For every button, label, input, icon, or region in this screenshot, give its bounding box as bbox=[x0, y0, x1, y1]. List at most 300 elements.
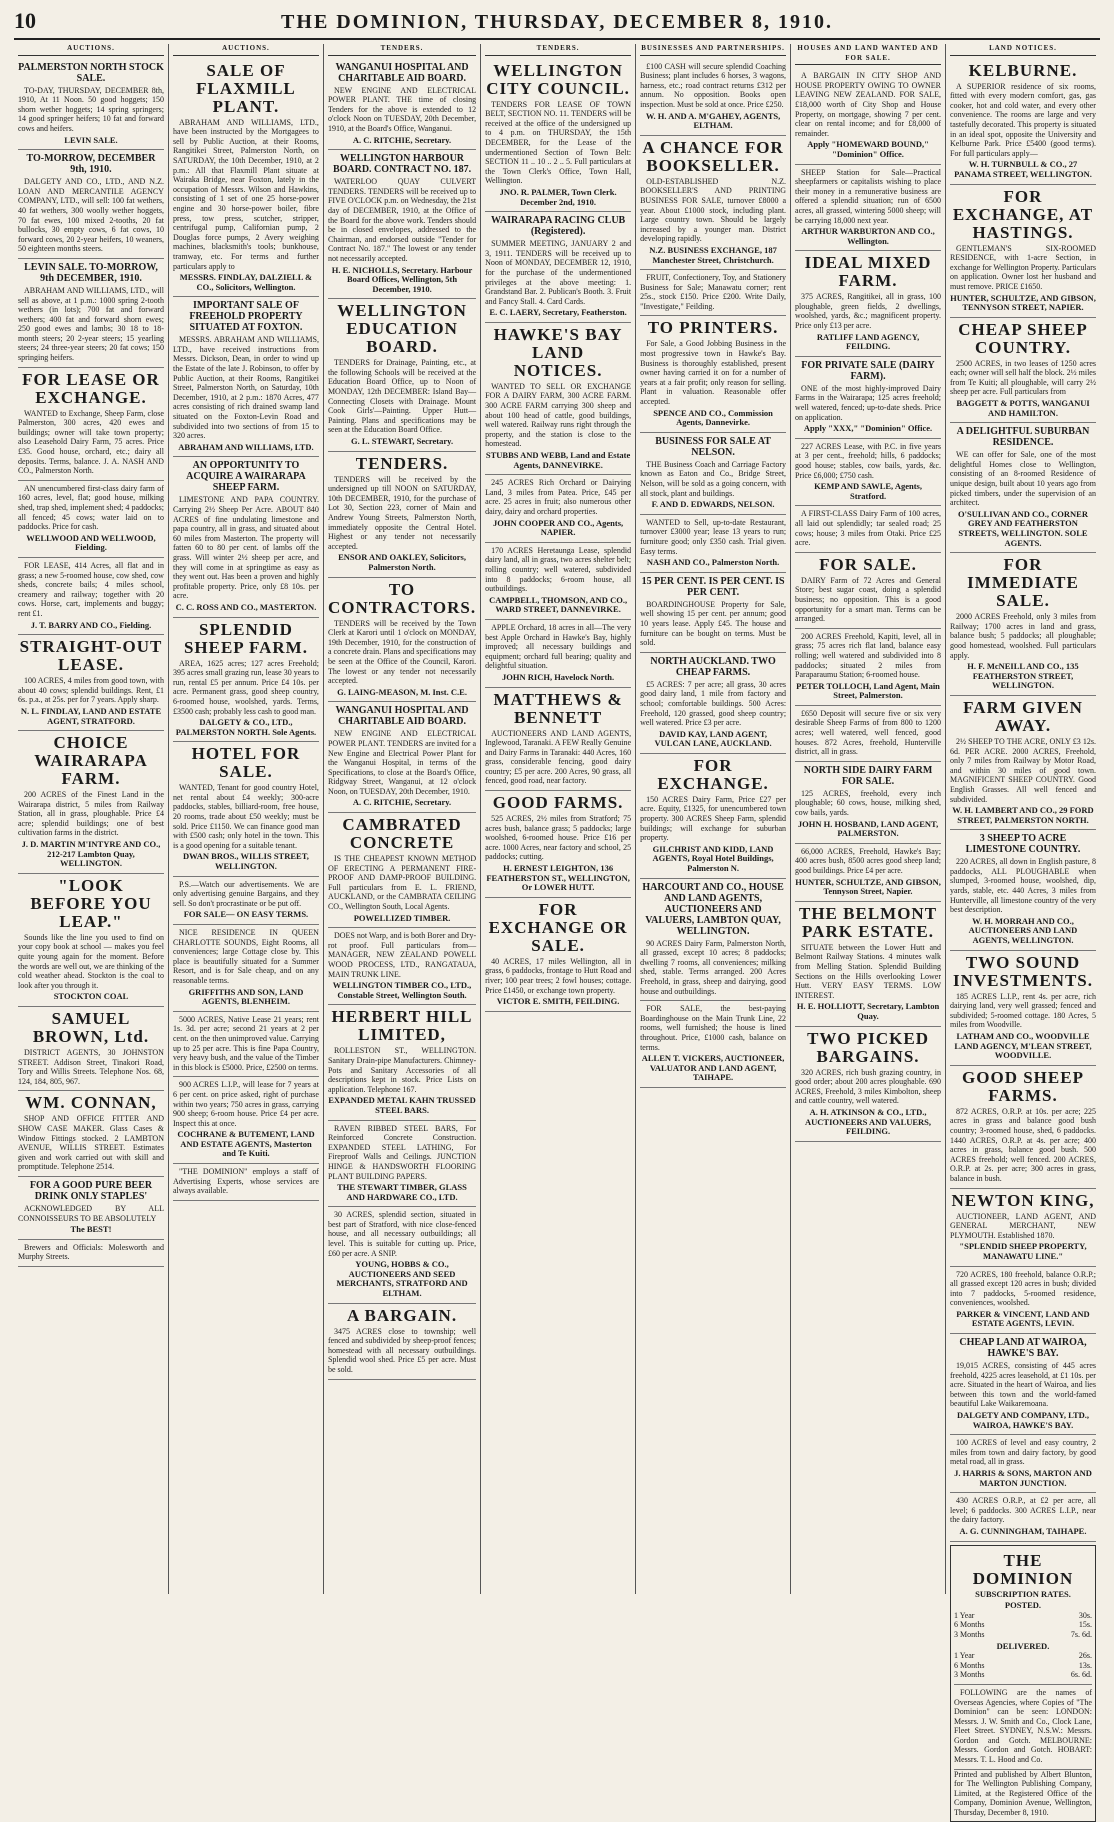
ad-headline: A BARGAIN. bbox=[346, 1305, 458, 1325]
ad-signature: SPENCE AND CO., Commission Agents, Dannevirke. bbox=[653, 407, 773, 428]
advertisement bbox=[950, 318, 1096, 424]
ad-signature: W. H. LAMBERT AND CO., 29 FORD STREET, PALMERSTON NORTH. bbox=[952, 805, 1094, 825]
ad-headline: FOR PRIVATE SALE (DAIRY FARM). bbox=[801, 359, 935, 382]
ad-signature: PARKER & VINCENT, LAND AND ESTATE AGENTS, LEVIN. bbox=[956, 1308, 1090, 1329]
advertisement bbox=[18, 1177, 164, 1240]
advertisement bbox=[795, 357, 941, 439]
ad-body: DAIRY Farm of 72 Acres and General Store; best sugar coast, doing a splendid business; no opposition. This is a good opportunity for a smart man. Terms can be arranged. bbox=[795, 575, 942, 624]
ad-headline: FARM GIVEN AWAY. bbox=[963, 697, 1083, 735]
ad-headline: SPLENDID SHEEP FARM. bbox=[183, 619, 308, 657]
ad-signature: A. H. ATKINSON & CO., LTD., AUCTIONEERS AND VALUERS, FEILDING. bbox=[805, 1106, 932, 1137]
posted-rates bbox=[954, 1611, 1092, 1640]
ad-signature: H. F. McNEILL AND CO., 135 FEATHERSTON STREET, WELLINGTON. bbox=[967, 661, 1079, 691]
advertisement bbox=[328, 1121, 476, 1208]
ad-headline: CHEAP LAND AT WAIROA, HAWKE'S BAY. bbox=[959, 1337, 1087, 1360]
advertisement bbox=[950, 1066, 1096, 1189]
ad-headline: SAMUEL BROWN, Ltd. bbox=[32, 1009, 150, 1046]
ad-body: AREA, 1625 acres; 127 acres Freehold; 395 acres small grazing run, lease 30 years to run, rental £5 per annum. Price £4 10s. per acre. Permanent grass, good sheep country, 6-roomed house, woolshed, yards. Terms, £3500 cash; probably less cash to good man. bbox=[172, 658, 319, 716]
advertisement bbox=[485, 475, 631, 543]
ad-body: 900 ACRES L.I.P., will lease for 7 years at 6 per cent. on price asked, right of purchase within two years; 750 acres in grass, carrying 900 sheep; 6-room house. Price £4 per acre. Inspect this at once. bbox=[172, 1080, 319, 1128]
section-heading: TENDERS. bbox=[485, 44, 631, 56]
ad-body: SUMMER MEETING, JANUARY 2 and 3, 1911. TENDERS will be received up to Noon of MONDAY, DECEMBER 12, 1910, for the purchase of the undermentioned privileges at the above meeting: 1. Grandstand Bar. 2. Publican's Booth. 3. Fruit and Fancy Stall. 4. Card Cards. bbox=[485, 239, 632, 306]
ad-signature: JOHN H. HOSBAND, LAND AGENT, PALMERSTON. bbox=[797, 818, 939, 839]
ad-signature: H. E. NICHOLLS, Secretary. Harbour Board Offices, Wellington, 5th December, 1910. bbox=[331, 264, 473, 294]
ad-signature: J. D. MARTIN M'INTYRE AND CO., 212-217 Lambton Quay, WELLINGTON. bbox=[21, 839, 161, 869]
advertisement bbox=[640, 573, 786, 653]
ad-headline: WAIRARAPA RACING CLUB (Registered). bbox=[490, 215, 626, 238]
ad-headline: TENDERS. bbox=[355, 453, 449, 473]
ad-body: ROLLESTON ST., WELLINGTON. Sanitary Drain-pipe Manufacturers. Chimney-Pots and Sanitary Accessories of all descriptions kept in stock. Price Lists on application. Telephone 167. bbox=[327, 1046, 477, 1094]
advertisement bbox=[950, 696, 1096, 830]
ad-headline: A CHANCE FOR BOOKSELLER. bbox=[642, 137, 784, 175]
ad-body: LIMESTONE AND PAPA COUNTRY. Carrying 2½ Sheep Per Acre. ABOUT 840 ACRES of fine undulating limestone and papa country, all in grass, and situated about 60 miles from Masterton. The property will fatten 60 to 80 per cent. of lambs off the grass. Will winter 2½ sheep per acre, and they will come in at springtime as easy as they went out. Has been a proven and highly profitable property. Price, only £8 10s. per acre. bbox=[172, 495, 319, 601]
ad-headline: TO PRINTERS. bbox=[647, 318, 779, 338]
ad-signature: LATHAM AND CO., WOODVILLE LAND AGENCY, M'LEAN STREET, WOODVILLE. bbox=[954, 1031, 1092, 1061]
advertisement bbox=[640, 433, 786, 515]
ad-headline: TWO PICKED BARGAINS. bbox=[807, 1028, 929, 1066]
advertisement bbox=[18, 368, 164, 481]
ad-body: WANTED, Tenant for good country Hotel, net rental about £4 weekly; 300-acre paddocks, stables, billiard-room, free house, 20 rooms, trade about £50 weekly; must be sold. Price £1150. We can finance good man with £500 cash; only hotel in the town. This is a good opening for a suitable tenant. bbox=[172, 783, 319, 850]
ad-body: 150 ACRES Dairy Farm, Price £27 per acre. Equity, £1325, for unencumbered town property. 300 ACRES Sheep Farm, splendid buildings; will exchange for suburban property. bbox=[640, 794, 787, 843]
advertisement bbox=[18, 731, 164, 874]
ad-headline: 15 PER CENT. IS PER CENT. IS PER CENT. bbox=[641, 575, 785, 598]
ad-body: 200 ACRES Freehold, Kapiti, level, all in grass; 75 acres rich flat land, balance easy rolling; well watered and subdivided into 8 paddocks; situated 2 miles from Paraparaumu Station; 6-roomed house. bbox=[795, 631, 942, 680]
section-heading: TENDERS. bbox=[328, 44, 476, 56]
section-heading: LAND NOTICES. bbox=[950, 44, 1096, 56]
ad-body: ABRAHAM AND WILLIAMS, LTD., have been instructed by the Mortgagees to sell by Public Auction, at their Rooms, Rangitikei Street, Palmerston North, on SATURDAY, the 10th December, 1910, at 2 p.m.: All that Flaxmill Plant situate at Wairaka Bridge, near Foxton, lately in the occupation of Messrs. Wilson and Hawkins, consisting of 1 set of one 25 horse-power engine and 30 horse-power boiler, fibre press, tow press, scutcher, stripper, centrifugal pump, Californian pump, 2 Douglas force pumps, 2 Avery weighing machines, blacksmith's tools; bunkhouse, tramway, etc. For terms and further particulars apply to bbox=[172, 117, 319, 271]
ad-headline: NEWTON KING, bbox=[951, 1190, 1095, 1210]
rate-row bbox=[954, 1611, 1092, 1621]
ad-headline: GOOD FARMS. bbox=[492, 793, 624, 813]
ad-headline: CAMBRATED CONCRETE bbox=[342, 815, 462, 853]
advertisement bbox=[795, 762, 941, 844]
ads-list bbox=[795, 68, 941, 1142]
ad-body: FRUIT, Confectionery, Toy, and Stationery Business for Sale; Manawatu corner; rent 25s., stock £150. Price £200. Write Daily, "Investigate," Feilding. bbox=[640, 273, 787, 311]
ad-signature: ENSOR AND OAKLEY, Solicitors, Palmerston North. bbox=[338, 552, 466, 572]
ad-headline: CHEAP SHEEP COUNTRY. bbox=[958, 319, 1088, 357]
ad-body: APPLE Orchard, 18 acres in all—The very best Apple Orchard in Hawke's Bay, highly improved; all necessary buildings and equipment; orchard full bearing; quality and delightful situation. bbox=[485, 622, 632, 671]
advertisement bbox=[18, 1240, 164, 1267]
ad-body: TENDERS will be received by the Town Clerk at Karori until 1 o'clock on MONDAY, 19th December, 1910, for the construction of a concrete drain. Plans and specifications may be seen at the Office of the Council, Karori. The lowest or any tender not necessarily accepted. bbox=[327, 618, 477, 686]
masthead bbox=[14, 8, 1100, 40]
ad-body: NEW ENGINE AND ELECTRICAL POWER PLANT. THE time of closing Tenders for the above is extended to 12 o'clock Noon on TUESDAY, 20th December, 1910, at the Board's Office, Wanganui. bbox=[327, 85, 477, 133]
advertisement bbox=[950, 1267, 1096, 1335]
advertisement bbox=[173, 297, 319, 457]
ad-body: 90 ACRES Dairy Farm, Palmerston North, all grassed, except 10 acres; 8 paddocks; dwelling 7 rooms, all conveniences; milking shed, stable. Terms arranged. 200 Acres Freehold, in grass, sheep and dairying, good house and outbuildings. bbox=[640, 938, 787, 996]
column-5 bbox=[636, 44, 791, 1594]
advertisement bbox=[950, 951, 1096, 1066]
ad-body: THE Business Coach and Carriage Factory known as Eaton and Co., Bridge Street, Nelson, will be sold as a going concern, with all stock, plant and buildings. bbox=[640, 459, 787, 498]
ad-body: 220 ACRES, all down in English pasture, 8 paddocks, ALL PLOUGHABLE when slumped, 3-roomed house, woolshed, dip, yards, stable, etc. 440 Acres, 3 miles from Hunterville, all limestone country of the very best description. bbox=[950, 857, 1096, 915]
ad-signature: Apply "XXX," "Dominion" Office. bbox=[803, 423, 933, 434]
ad-signature: VICTOR E. SMITH, FEILDING. bbox=[496, 996, 620, 1007]
ad-body: For Sale, a Good Jobbing Business in the most progressive town in Hawke's Bay. Business is thoroughly established, present owner having carried it on for a number of years at a fair profit; only reason for selling. Plant in valuation. Reasonable offer accepted. bbox=[640, 339, 787, 407]
advertisement bbox=[640, 754, 786, 879]
advertisement bbox=[485, 212, 631, 323]
ad-signature: HUNTER, SCHULTZE, AND GIBSON, TENNYSON STREET, NAPIER. bbox=[950, 292, 1096, 313]
rate-price: 30s. bbox=[1078, 1610, 1092, 1620]
advertisement bbox=[173, 742, 319, 876]
ad-signature: PETER TOLLOCH, Land Agent, Main Street, Palmerston. bbox=[796, 680, 940, 701]
advertisement bbox=[950, 1334, 1096, 1435]
ad-signature: ABRAHAM AND WILLIAMS, LTD. bbox=[178, 441, 314, 452]
ad-body: AUCTIONEER, LAND AGENT, AND GENERAL MERCHANT, NEW PLYMOUTH. Established 1870. bbox=[950, 1211, 1096, 1240]
ad-headline: MATTHEWS & BENNETT bbox=[493, 689, 623, 727]
column-4 bbox=[481, 44, 636, 1594]
ad-signature: EXPANDED METAL KAHN TRUSSED STEEL BARS. bbox=[328, 1095, 476, 1115]
advertisement bbox=[328, 452, 476, 578]
ad-body: SITUATE between the Lower Hutt and Belmont Railway Stations. 4 minutes walk from Melling Station. Splendid Building Sections on the Hills overlooking Lower Hutt. VERY EASY TERMS. LOW INTEREST. bbox=[795, 942, 942, 1000]
rate-period: 6 Months bbox=[954, 1620, 985, 1630]
advertisement bbox=[18, 259, 164, 368]
ad-body: FOR SALE, the best-paying Boardinghouse on the Main Trunk Line, 22 rooms, well furnished; the house is lined throughout. Price, £1000 cash, balance on terms. bbox=[640, 1004, 787, 1052]
ad-signature: C. C. ROSS AND CO., MASTERTON. bbox=[175, 601, 317, 612]
ad-body: FOR LEASE, 414 Acres, all flat and in grass; a new 5-roomed house, cow shed, cow sheds, concrete bails; 4 miles school, creamery and railway; together with 20 cows. Horse, cart, implements and buggy; rent £1. bbox=[18, 560, 164, 618]
columns bbox=[14, 44, 1100, 1818]
advertisement bbox=[950, 1493, 1096, 1541]
ad-signature: HUNTER, SCHULTZE, AND GIBSON, Tennyson Street, Napier. bbox=[795, 876, 941, 897]
ad-body: 2½ SHEEP TO THE ACRE, ONLY £3 12s. 6d. PER ACRE. 2000 ACRES, Freehold, only 7 miles from Railway by Motor Road, and within 30 miles of good town. MAGNIFICENT SHEEP COUNTRY. Good English Grasses. All well fenced and subdivided. bbox=[950, 736, 1096, 804]
posted-label: POSTED. bbox=[1004, 1600, 1042, 1611]
rate-period: 3 Months bbox=[954, 1629, 985, 1639]
ad-signature: W. H. TURNBULL & CO., 27 PANAMA STREET, WELLINGTON. bbox=[954, 159, 1092, 179]
advertisement bbox=[640, 653, 786, 754]
ad-body: WANTED TO SELL OR EXCHANGE FOR A DAIRY FARM, 300 ACRE FARM. 300 ACRE FARM carrying 300 sheep and about 100 head of cattle, good buildings, well watered. Railway runs right through the property, and the station is close to the homestead. bbox=[485, 381, 632, 449]
ad-signature: JOHN RICH, Havelock North. bbox=[502, 671, 615, 682]
ad-signature: MESSRS. FINDLAY, DALZIELL & CO., Solicitors, Wellington. bbox=[179, 272, 313, 292]
ad-body: 375 ACRES, Rangitikei, all in grass, 100 ploughable, green fields, 2 dwellings, woolshed, yards, &c.; magnificent property. Price only £13 per acre. bbox=[795, 292, 942, 331]
ad-body: A FIRST-CLASS Dairy Farm of 100 acres, all laid out splendidly; tar sealed road; 25 cows; house; 3 miles from Otaki. Price £25 acre. bbox=[795, 509, 942, 548]
ad-headline: "LOOK BEFORE YOU LEAP." bbox=[30, 875, 152, 931]
ad-signature: DAVID KAY, LAND AGENT, VULCAN LANE, AUCKLAND. bbox=[654, 728, 772, 749]
advertisement bbox=[795, 68, 941, 164]
advertisement bbox=[485, 688, 631, 792]
ad-headline: NORTH AUCKLAND. TWO CHEAP FARMS. bbox=[650, 655, 776, 678]
ad-signature: CAMPBELL, THOMSON, AND CO., WARD STREET, DANNEVIRKE. bbox=[489, 594, 628, 615]
advertisement bbox=[950, 830, 1096, 950]
advertisement bbox=[18, 59, 164, 151]
advertisement bbox=[950, 185, 1096, 318]
advertisement bbox=[328, 59, 476, 151]
ad-headline: STRAIGHT-OUT LEASE. bbox=[19, 637, 163, 675]
advertisement bbox=[950, 423, 1096, 553]
advertisement bbox=[18, 558, 164, 635]
ad-signature: STOCKTON COAL bbox=[53, 991, 129, 1002]
ads-list bbox=[950, 59, 1096, 1822]
ad-signature: Apply "HOMEWARD BOUND," "Dominion" Office. bbox=[807, 139, 929, 159]
ad-body: SHOP AND OFFICE FITTER AND SHOW CASE MAKER. Glass Cases & Window Fittings stocked. 2 LAMBTON AVENUE, WILLIS STREET. Estimates given and work carried out with skill and promptitude. Telephone 2514. bbox=[18, 1114, 164, 1172]
advertisement bbox=[795, 1027, 941, 1142]
advertisement bbox=[173, 877, 319, 925]
advertisement bbox=[173, 618, 319, 743]
ad-body: 2000 ACRES Freehold, only 3 miles from Railway; 1700 acres in land and grass, balance bush; 5 paddocks; all ploughable; good homestead, woolshed. Full particulars apply. bbox=[950, 612, 1096, 660]
rate-price: 6s. 6d. bbox=[1070, 1670, 1092, 1680]
ads-list bbox=[640, 59, 786, 1088]
advertisement bbox=[485, 543, 631, 620]
ad-body: ONE of the most highly-improved Dairy Farms in the Wairarapa; 125 acres freehold; well watered, fenced; up-to-date sheds. Price on application. bbox=[795, 383, 942, 422]
ad-signature: DALGETY & CO., LTD., PALMERSTON NORTH. Sole Agents. bbox=[175, 717, 317, 737]
ad-body: 170 ACRES Heretaunga Lease, splendid dairy land, all in grass, two acres shelter belt; rolling country; well watered, subdivided into 8 paddocks; 6-room house, all outbuildings. bbox=[485, 545, 632, 594]
ad-body: P.S.—Watch our advertisements. We are only advertising genuine Bargains, and they sell. So don't procrastinate or be put off. bbox=[172, 879, 319, 908]
section-heading: AUCTIONS. bbox=[173, 44, 319, 56]
ads-list bbox=[485, 59, 631, 1012]
advertisement bbox=[328, 150, 476, 299]
ad-body: 245 ACRES Rich Orchard or Dairying Land, 3 miles from Patea. Price, £45 per acre. 25 acres in fruit; also numerous other dairy, dairy and orchard properties. bbox=[485, 478, 632, 516]
ad-headline: IDEAL MIXED FARM. bbox=[804, 253, 932, 291]
ad-headline: NORTH SIDE DAIRY FARM FOR SALE. bbox=[803, 764, 933, 787]
ad-headline: IMPORTANT SALE OF FREEHOLD PROPERTY SITUATED AT FOXTON. bbox=[189, 300, 303, 334]
ad-headline: SALE OF FLAXMILL PLANT. bbox=[196, 60, 296, 116]
advertisement bbox=[328, 1304, 476, 1380]
ad-body: 227 ACRES Lease, with P.C. in five years at 3 per cent., freehold; hills, 6 paddocks; good house; stables, cow bails, yards, &c. Price £6,000; £750 cash. bbox=[795, 441, 942, 480]
ad-signature: RATLIFF LAND AGENCY, FEILDING. bbox=[816, 331, 920, 352]
ads-list bbox=[328, 59, 476, 1380]
ad-signature: O'SULLIVAN AND CO., CORNER GREY AND FEATHERSTON STREETS, WELLINGTON. SOLE AGENTS. bbox=[958, 508, 1088, 548]
ad-body: A BARGAIN IN CITY SHOP AND HOUSE PROPERTY OWING TO OWNER LEAVING NEW ZEALAND. FOR SALE, £18,000 worth of City Shop and House Property, on mortgage, showing 7 per cent. clear on rental income; and for £8,000 of remainder. bbox=[795, 71, 942, 138]
advertisement bbox=[795, 706, 941, 762]
advertisement bbox=[173, 1012, 319, 1078]
ad-body: TENDERS will be received by the undersigned up till NOON on SATURDAY, 10th DECEMBER, 1910, for the purchase of Lot 30, Section 223, corner of Main and Andrew Young Streets, Palmerston North, immediately opposite the Central Hotel. Highest or any tender not necessarily accepted. bbox=[327, 474, 477, 551]
ad-body: WANTED to Exchange, Sheep Farm, close Palmerston, 300 acres, 420 ewes and buildings; owner will take town property; also Leasehold Dairy Farm, 75 acres. Price £35. Good house, orchard, etc.; dairy all deposits. Terms, balance. J. A. NASH AND CO., Palmerston North. bbox=[18, 408, 164, 476]
ad-body: ABRAHAM AND WILLIAMS, LTD., will sell as above, at 1 p.m.: 1000 spring 2-tooth wethers (in lots); 700 fat and forward wethers; 400 fat and forward shorn ewes; 250 good ewes and lambs; 30 18 to 18-month steers; 20 2-year steers; 15 yearling steers; 24 three-year steers; 20 fat cows; 150 springing heifers. bbox=[18, 285, 164, 363]
ad-body: TENDERS FOR LEASE OF TOWN BELT, SECTION NO. 11. TENDERS will be received at the office of the undersigned up to 4 p.m. on THURSDAY, the 15th DECEMBER, for the Lease of the undermentioned Section of Town Belt: SECTION 11 .. 10 .. 2 .. 5. Full particulars at the Town Clerk's Office, Town Hall, Wellington. bbox=[485, 99, 632, 186]
advertisement bbox=[640, 136, 786, 270]
ad-body: 19,015 ACRES, consisting of 445 acres freehold, 4225 acres leasehold, at £1 10s. per acre. Situated in the heart of Wairoa, and lies between this town and the world-famed beautiful Lake Waikaremoana. bbox=[950, 1361, 1096, 1409]
ad-body: ACKNOWLEDGED BY ALL CONNOISSEURS TO BE ABSOLUTELY bbox=[18, 1203, 164, 1223]
ad-body: Brewers and Officials: Molesworth and Murphy Streets. bbox=[18, 1242, 164, 1262]
ad-signature: A. G. CUNNINGHAM, TAIHAPE. bbox=[959, 1525, 1087, 1536]
advertisement bbox=[485, 898, 631, 1012]
ad-body: OLD-ESTABLISHED N.Z. BOOKSELLER'S AND PRINTING BUSINESS FOR SALE, turnover £8000 a year. About £1000 stock, including plant. Large country town. Should be largely increased by a younger man. District developing rapidly. bbox=[640, 176, 787, 244]
ad-headline: HAWKE'S BAY LAND NOTICES. bbox=[493, 324, 623, 380]
ad-headline: FOR SALE. bbox=[819, 554, 917, 574]
page-number: 10 bbox=[14, 8, 36, 33]
rate-price: 13s. bbox=[1078, 1660, 1092, 1670]
ad-body: £650 Deposit will secure five or six very desirable Sheep Farms of from 800 to 1200 acres; well watered, well fenced, good houses. 872 Acres, freehold, Hunterville district, all in grass. bbox=[795, 708, 942, 757]
ad-body: 100 ACRES of level and easy country, 2 miles from town and dairy factory, by good metal road, all in grass. bbox=[950, 1438, 1096, 1467]
advertisement bbox=[950, 1435, 1096, 1493]
ad-body: 320 ACRES, rich bush grazing country, in good order; about 200 acres ploughable. 690 ACRES, Freehold, 3 miles Kimbolton, sheep and cattle country, well watered. bbox=[795, 1067, 942, 1106]
ad-body: BOARDINGHOUSE Property for Sale, well showing 15 per cent. per annum; good 10 years lease. Apply £45. The house and furniture can be bought on terms. Must be sold. bbox=[640, 599, 787, 648]
ad-signature: DWAN BROS., WILLIS STREET, WELLINGTON. bbox=[183, 851, 309, 872]
subscription-subtitle: SUBSCRIPTION RATES. bbox=[975, 1588, 1071, 1599]
advertisement bbox=[173, 457, 319, 617]
advertisement bbox=[18, 1007, 164, 1091]
column-7 bbox=[946, 44, 1100, 1818]
advertisement bbox=[795, 844, 941, 902]
ad-headline: TO CONTRACTORS. bbox=[327, 579, 477, 617]
ad-body: 872 ACRES, O.R.P. at 10s. per acre; 225 acres in grass and balance good bush country; 3-roomed house, shed, 6 paddocks. 1440 ACRES, O.R.P. at 4s. per acre; 400 acres in grass, balance good bush. 500 ACRES freehold; well fenced. 200 ACRES, O.R.P. at 2s. per acre; 300 acres in grass, balance in bush. bbox=[950, 1106, 1096, 1183]
ad-signature: STUBBS AND WEBB, Land and Estate Agents, DANNEVIRKE. bbox=[485, 450, 631, 470]
advertisement bbox=[18, 150, 164, 259]
ad-headline: FOR IMMEDIATE SALE. bbox=[967, 555, 1079, 611]
ads-list bbox=[18, 59, 164, 1267]
ad-signature: ARTHUR WARBURTON AND CO., Wellington. bbox=[801, 226, 935, 246]
ad-signature: COCHRANE & BUTEMENT, LAND AND ESTATE AGENTS, Masterton and Te Kuiti. bbox=[177, 1129, 315, 1159]
ad-body: WANTED to Sell, up-to-date Restaurant, turnover £3000 year; lease 13 years to run; furniture good; only £350 cash. Trial given. Easy terms. bbox=[640, 517, 787, 556]
advertisement bbox=[485, 323, 631, 475]
ad-signature: H. ERNEST LEIGHTON, 136 FEATHERSTON ST., WELLINGTON, Or LOWER HUTT. bbox=[486, 863, 630, 893]
advertisement bbox=[173, 1077, 319, 1164]
ad-body: DOES not Warp, and is both Borer and Dry-rot proof. Full particulars from— MANAGER, NEW ZEALAND POWELL WOOD PROCESS, LTD., RANGATAUA, MAIN TRUNK LINE. bbox=[327, 931, 477, 979]
section-heading: HOUSES AND LAND WANTED AND FOR SALE. bbox=[795, 44, 941, 65]
ad-signature: G. LAING-MEASON, M. Inst. C.E. bbox=[337, 686, 467, 697]
ad-body: £100 CASH will secure splendid Coaching Business; plant includes 6 horses, 3 wagons, harness, etc.; road contract returns £312 per annum. No opposition. Books open inspection. Must be sold at once. Price £250. bbox=[640, 61, 787, 109]
ad-signature: ALLEN T. VICKERS, AUCTIONEER, VALUATOR AND LAND AGENT, TAIHAPE. bbox=[641, 1053, 785, 1083]
ad-body: IS THE CHEAPEST KNOWN METHOD OF ERECTING A PERMANENT FIRE-PROOF AND DAMP-PROOF BUILDING. Full particulars from E. L. FRIEND, AUCKLAND, or the CAMBRATA CEILING CO., Wellington South, Local Agents. bbox=[327, 854, 477, 912]
ad-signature: H. E. HOLLIOTT, Secretary, Lambton Quay. bbox=[796, 1001, 940, 1021]
imprint: Printed and published by Albert Blunton, for The Wellington Publishing Company, Limited, at the Registered Office of the Company, Dominion Avenue, Wellington, Thursday, December 8, 1910. bbox=[954, 1769, 1092, 1818]
ads-list bbox=[173, 59, 319, 1201]
ad-signature: BAGGETT & POTTS, WANGANUI AND HAMILTON. bbox=[956, 398, 1090, 418]
ad-body: 200 ACRES of the Finest Land in the Wairarapa district, 5 miles from Railway Station, all in grass, ploughable. Price £4 acre; splendid buildings; one of best cultivation farms in the district. bbox=[18, 790, 164, 838]
ad-headline: WANGANUI HOSPITAL AND CHARITABLE AID BOARD. bbox=[335, 705, 469, 728]
ad-body: NICE RESIDENCE IN QUEEN CHARLOTTE SOUNDS, Eight Rooms, all conveniences; large Cottage close by. This place is beautifully situated for a Summer Resort, and is for Sale cheap, and on any reasonable terms. bbox=[172, 928, 319, 985]
advertisement bbox=[795, 165, 941, 252]
advertisement bbox=[173, 1164, 319, 1201]
ad-headline: KELBURNE. bbox=[968, 60, 1078, 80]
ad-headline: LEVIN SALE. TO-MORROW, 9th DECEMBER, 1910. bbox=[24, 261, 158, 284]
rate-row bbox=[954, 1670, 1092, 1680]
subscription-title: THE DOMINION bbox=[972, 1550, 1074, 1588]
rate-price: 7s. 6d. bbox=[1070, 1629, 1092, 1639]
ad-body: MESSRS. ABRAHAM AND WILLIAMS, LTD., have received instructions from Messrs. Dickson, Dean, in order to wind up the Estate of the late J. Robinson, to offer by Public Auction, at their Rooms, Rangitikei Street, Palmerston North, on Saturday, 10th December, 1910, at 2 p.m.: 1870 Acres, 477 acres consisting of rich drained swamp land situated on the Foxton-Levin Road and subdivided into two sections of from 15 to 320 acres. bbox=[172, 335, 319, 441]
ad-signature: LEVIN SALE. bbox=[64, 134, 118, 145]
ad-signature: E. C. LAERY, Secretary, Featherston. bbox=[489, 307, 627, 318]
ad-headline: HARCOURT AND CO., HOUSE AND LAND AGENTS, AUCTIONEERS AND VALUERS, LAMBTON QUAY, WELLINGTON. bbox=[642, 881, 784, 937]
ad-signature: "SPLENDID SHEEP PROPERTY, MANAWATU LINE." bbox=[959, 1241, 1087, 1261]
ad-headline: BUSINESS FOR SALE AT NELSON. bbox=[655, 435, 771, 458]
ad-headline: TO-MORROW, DECEMBER 9th, 1910. bbox=[26, 153, 156, 176]
delivered-label: DELIVERED. bbox=[996, 1640, 1050, 1651]
subscription-box bbox=[950, 1545, 1096, 1822]
ad-signature: FOR SALE— ON EASY TERMS. bbox=[183, 909, 309, 920]
ad-body: TO-DAY, THURSDAY, DECEMBER 8th, 1910, At 11 Noon. 50 good hoggets; 150 shorn wether hoggets; 14 spring springers; 14 good springer heifers; 10 fat and forward cows and heifers. bbox=[18, 85, 164, 133]
ad-body: WE can offer for Sale, one of the most delightful Homes close to Wellington, consisting of an 8-roomed Residence of unique design, built about 10 years ago from picked timbers, under the supervision of an architect. bbox=[950, 450, 1096, 508]
ad-headline: THE BELMONT PARK ESTATE. bbox=[799, 903, 938, 941]
advertisement bbox=[485, 791, 631, 898]
advertisement bbox=[328, 1005, 476, 1120]
column-1 bbox=[14, 44, 169, 1594]
advertisement bbox=[950, 59, 1096, 185]
ad-signature: W. H. MORRAH AND CO., AUCTIONEERS AND LAND AGENTS, WELLINGTON. bbox=[968, 915, 1078, 946]
advertisement bbox=[640, 1001, 786, 1088]
advertisement bbox=[640, 316, 786, 432]
ad-signature: A. C. RITCHIE, Secretary. bbox=[352, 134, 452, 145]
ad-signature: G. L. STEWART, Secretary. bbox=[350, 436, 454, 447]
ad-body: WATERLOO QUAY CULVERT TENDERS. TENDERS will be received up to FIVE O'CLOCK p.m. on Wednesday, the 21st day of DECEMBER, 1910, at the Office of the Board for the above work. Tenders should be in closed envelopes, addressed to the Chairman, and endorsed outside "Tender for Contract No. 187." The lowest or any tender not necessarily accepted. bbox=[327, 177, 477, 263]
ad-headline: FOR A GOOD PURE BEER DRINK ONLY STAPLES' bbox=[29, 1179, 153, 1202]
ad-headline: FOR EXCHANGE. bbox=[657, 755, 769, 793]
ad-body: A SUPERIOR residence of six rooms, fitted with every modern comfort, gas, gas cooker, hot and cold water, and every other convenience. The rooms are large and very tastefully decorated. This property is situated in an ideal spot, opposite the University and Kelburne Park. Price £5400 (good terms). For full particulars apply— bbox=[950, 81, 1096, 158]
advertisement bbox=[18, 874, 164, 1007]
ad-signature: N. L. FINDLAY, LAND AND ESTATE AGENT, STRATFORD. bbox=[20, 705, 162, 726]
advertisement bbox=[328, 702, 476, 813]
ad-body: 430 ACRES O.R.P., at £2 per acre, all level; 6 paddocks. 300 ACRES L.I.P., near the dairy factory. bbox=[950, 1496, 1096, 1525]
rate-period: 1 Year bbox=[954, 1651, 975, 1661]
advertisement bbox=[328, 1207, 476, 1303]
rate-row bbox=[954, 1651, 1092, 1661]
ad-body: AN unencumbered first-class dairy farm of 160 acres, level, flat; good house, milking shed, trap shed, implement shed; 4 paddocks; all fenced; 45 cows; water laid on to paddocks. Price for cash. bbox=[18, 483, 164, 532]
ad-body: DALGETY AND CO., LTD., AND N.Z. LOAN AND MERCANTILE AGENCY COMPANY, LTD., will sell: 100 fat wethers, 40 fat wethers, 300 woolly wether hoggets, 70 fat ewes, 100 mixed 2-tooths, 20 fat bullocks, 30 empty cows, 6 fat cows, 10 forward cows, 20 2-year heifers, 10 weaners, 50 eighteen months steers. bbox=[18, 177, 164, 254]
column-2 bbox=[169, 44, 324, 1594]
ad-headline: PALMERSTON NORTH STOCK SALE. bbox=[18, 61, 164, 84]
ad-signature: GRIFFITHS AND SON, LAND AGENTS, BLENHEIM. bbox=[188, 986, 304, 1007]
ad-body: £5 ACRES: 7 per acre; all grass, 30 acres good dairy land, 1 mile from factory and school; comfortable buildings. 500 Acres: Freehold, 120 grassed, good sheep country; well watered. Price £3 per acre. bbox=[640, 679, 787, 728]
ad-signature: DALGETY AND COMPANY, LTD., WAIROA, HAWKE'S BAY. bbox=[956, 1410, 1090, 1430]
advertisement bbox=[328, 813, 476, 928]
ad-body: 125 ACRES, freehold, every inch ploughable; 60 cows, house, milking shed, cow bails, yards. bbox=[795, 788, 942, 818]
page-title: THE DOMINION, THURSDAY, DECEMBER 8, 1910. bbox=[281, 11, 833, 33]
ad-signature: J. T. BARRY AND CO., Fielding. bbox=[30, 619, 152, 630]
ad-body: 185 ACRES L.I.P., rent 4s. per acre, rich dairying land, very well grassed; fenced and subdivided; 5-roomed cottage. 180 Acres, 5 miles from Woodville. bbox=[950, 991, 1096, 1030]
ad-headline: WELLINGTON HARBOUR BOARD. CONTRACT NO. 187. bbox=[332, 153, 472, 176]
advertisement bbox=[640, 59, 786, 136]
ad-body: SHEEP Station for Sale—Practical sheepfarmers or capitalists wishing to place their money in a remunerative business are offered a splendid situation; run of 6500 acres, all grassed, wintering 5000 sheep; will be carrying 18,000 next year. bbox=[795, 167, 942, 225]
advertisement bbox=[640, 270, 786, 316]
ad-signature: F. AND D. EDWARDS, NELSON. bbox=[651, 499, 775, 510]
advertisement bbox=[795, 902, 941, 1027]
ad-body: GENTLEMAN'S SIX-ROOMED RESIDENCE, with 1-acre Section, in exchange for Wellington Property. Particulars on application. Owner lost her husband and must remove. PRICE £1650. bbox=[950, 243, 1096, 291]
ad-body: NEW ENGINE AND ELECTRICAL POWER PLANT. TENDERS are invited for a New Engine and Electrical Power Plant for the Wanganui Hospital, in terms of the Specifications, to close at the Board's Office, Ridgway Street, Wanganui, at 12 o'clock Noon, on TUESDAY, 20th December, 1910. bbox=[327, 729, 477, 796]
ad-body: "THE DOMINION" employs a staff of Advertising Experts, whose services are always available. bbox=[172, 1167, 319, 1196]
ad-headline: WELLINGTON EDUCATION BOARD. bbox=[337, 301, 467, 357]
ad-headline: 3 SHEEP TO ACRE LIMESTONE COUNTRY. bbox=[965, 833, 1081, 856]
ad-signature: The BEST! bbox=[70, 1224, 112, 1235]
rate-period: 3 Months bbox=[954, 1670, 985, 1680]
ad-headline: WANGANUI HOSPITAL AND CHARITABLE AID BOARD. bbox=[335, 61, 469, 84]
rate-period: 1 Year bbox=[954, 1610, 975, 1620]
ad-headline: CHOICE WAIRARAPA FARM. bbox=[34, 733, 148, 789]
ad-body: 2500 ACRES, in two leases of 1250 acres each; owner will sell half the block. 2½ miles from Te Kuiti; all ploughable, will carry 2½ sheep per acre. Full particulars from bbox=[950, 358, 1096, 397]
ad-signature: J. HARRIS & SONS, MARTON AND MARTON JUNCTION. bbox=[954, 1468, 1092, 1488]
ad-body: AUCTIONEERS AND LAND AGENTS, Inglewood, Taranaki. A FEW Really Genuine and Dairy Farms in Taranaki: 440 Acres, 160 grass, considerable fencing, good dairy country; £5 per acre. 200 Acres, 90 grass, all fenced, good road, near factory. bbox=[485, 728, 632, 786]
ad-signature: THE STEWART TIMBER, GLASS AND HARDWARE CO., LTD. bbox=[337, 1182, 467, 1202]
advertisement bbox=[173, 925, 319, 1012]
advertisement bbox=[485, 620, 631, 688]
ad-body: RAVEN RIBBED STEEL BARS, For Reinforced Concrete Construction. EXPANDED STEEL LATHING, For Fireproof Walls and Ceilings. JUNCTION HINGE & HANDSWORTH FLOORING PLANT BUILDING PAPERS. bbox=[327, 1123, 477, 1181]
ad-body: 3475 ACRES close to township; well fenced and subdivided by sheep-proof fences; homestead with all necessary outbuildings. Splendid wool shed. Price £5 per acre. Must be sold. bbox=[327, 1326, 477, 1374]
advertisement bbox=[485, 59, 631, 213]
rate-row bbox=[954, 1620, 1092, 1630]
ad-body: 5000 ACRES, Native Lease 21 years; rent 1s. 3d. per acre; second 21 years at 2 per cent. on the then unimproved value. Carrying up to 25 per acre. This is fine Papa Country, very heavy bush, and the value of the Timber in this block is £5000. Price, £2500 on terms. bbox=[172, 1014, 319, 1072]
advertisement bbox=[795, 553, 941, 629]
column-3 bbox=[324, 44, 481, 1594]
ad-body: 720 ACRES, 180 freehold, balance O.R.P.; all grassed except 120 acres in bush; divided into 7 paddocks, 5-roomed residence, conveniences, woolshed. bbox=[950, 1269, 1096, 1308]
overseas-agencies: FOLLOWING are the names of Overseas Agencies, where Copies of "The Dominion" can be seen: LONDON: Messrs. J. W. Smith and Co., Clock Lane, Fleet Street. SYDNEY, N.S.W.: Messrs. Gordon and Gotch. MELBOURNE: Messrs. Gordon and Gotch. HOBART: Messrs. T. L. Hood and Co. bbox=[954, 1687, 1092, 1765]
ad-headline: HERBERT HILL LIMITED, bbox=[331, 1007, 473, 1045]
ad-headline: TWO SOUND INVESTMENTS. bbox=[952, 952, 1093, 990]
ad-body: TENDERS for Drainage, Painting, etc., at the following Schools will be received at the Education Board Office, up to Noon of MONDAY, 12th DECEMBER: Island Bay—Connecting Closets with Drainage. Mount Cook Girls'—Painting. Upper Hutt—Painting. Plans and specifications may be seen at the Education Board Office. bbox=[327, 358, 477, 435]
advertisement bbox=[328, 928, 476, 1005]
advertisement bbox=[640, 879, 786, 1002]
ad-body: 100 ACRES, 4 miles from good town, with about 40 cows; splendid buildings. Rent, £1 6s. p.a., at 25s. per for 7 years. Apply sharp. bbox=[18, 676, 164, 705]
advertisement bbox=[18, 481, 164, 558]
column-6 bbox=[791, 44, 946, 1594]
ad-headline: WM. CONNAN, bbox=[25, 1093, 157, 1113]
rate-period: 6 Months bbox=[954, 1660, 985, 1670]
ad-body: DISTRICT AGENTS, 30 JOHNSTON STREET. Addison Street, Tinakori Road, Tory and Willis Streets. Telephone Nos. 68, 124, 184, 805, 967. bbox=[18, 1048, 164, 1086]
ad-signature: JNO. R. PALMER, Town Clerk. December 2nd, 1910. bbox=[499, 186, 617, 207]
ad-body: 525 ACRES, 2½ miles from Stratford; 75 acres bush, balance grass; 5 paddocks; large woolshed, 6-roomed house. Price £16 per acre. 1000 Acres, near factory and school, 25 paddocks; cutting. bbox=[485, 814, 632, 862]
advertisement bbox=[795, 439, 941, 507]
ad-headline: FOR EXCHANGE, AT HASTINGS. bbox=[952, 186, 1094, 242]
rate-price: 15s. bbox=[1078, 1620, 1092, 1630]
ad-signature: W. H. AND A. M'GAHEY, AGENTS, ELTHAM. bbox=[645, 110, 781, 131]
ad-signature: KEMP AND SAWLE, Agents, Stratford. bbox=[814, 481, 922, 501]
advertisement bbox=[18, 1091, 164, 1177]
advertisement bbox=[795, 251, 941, 357]
